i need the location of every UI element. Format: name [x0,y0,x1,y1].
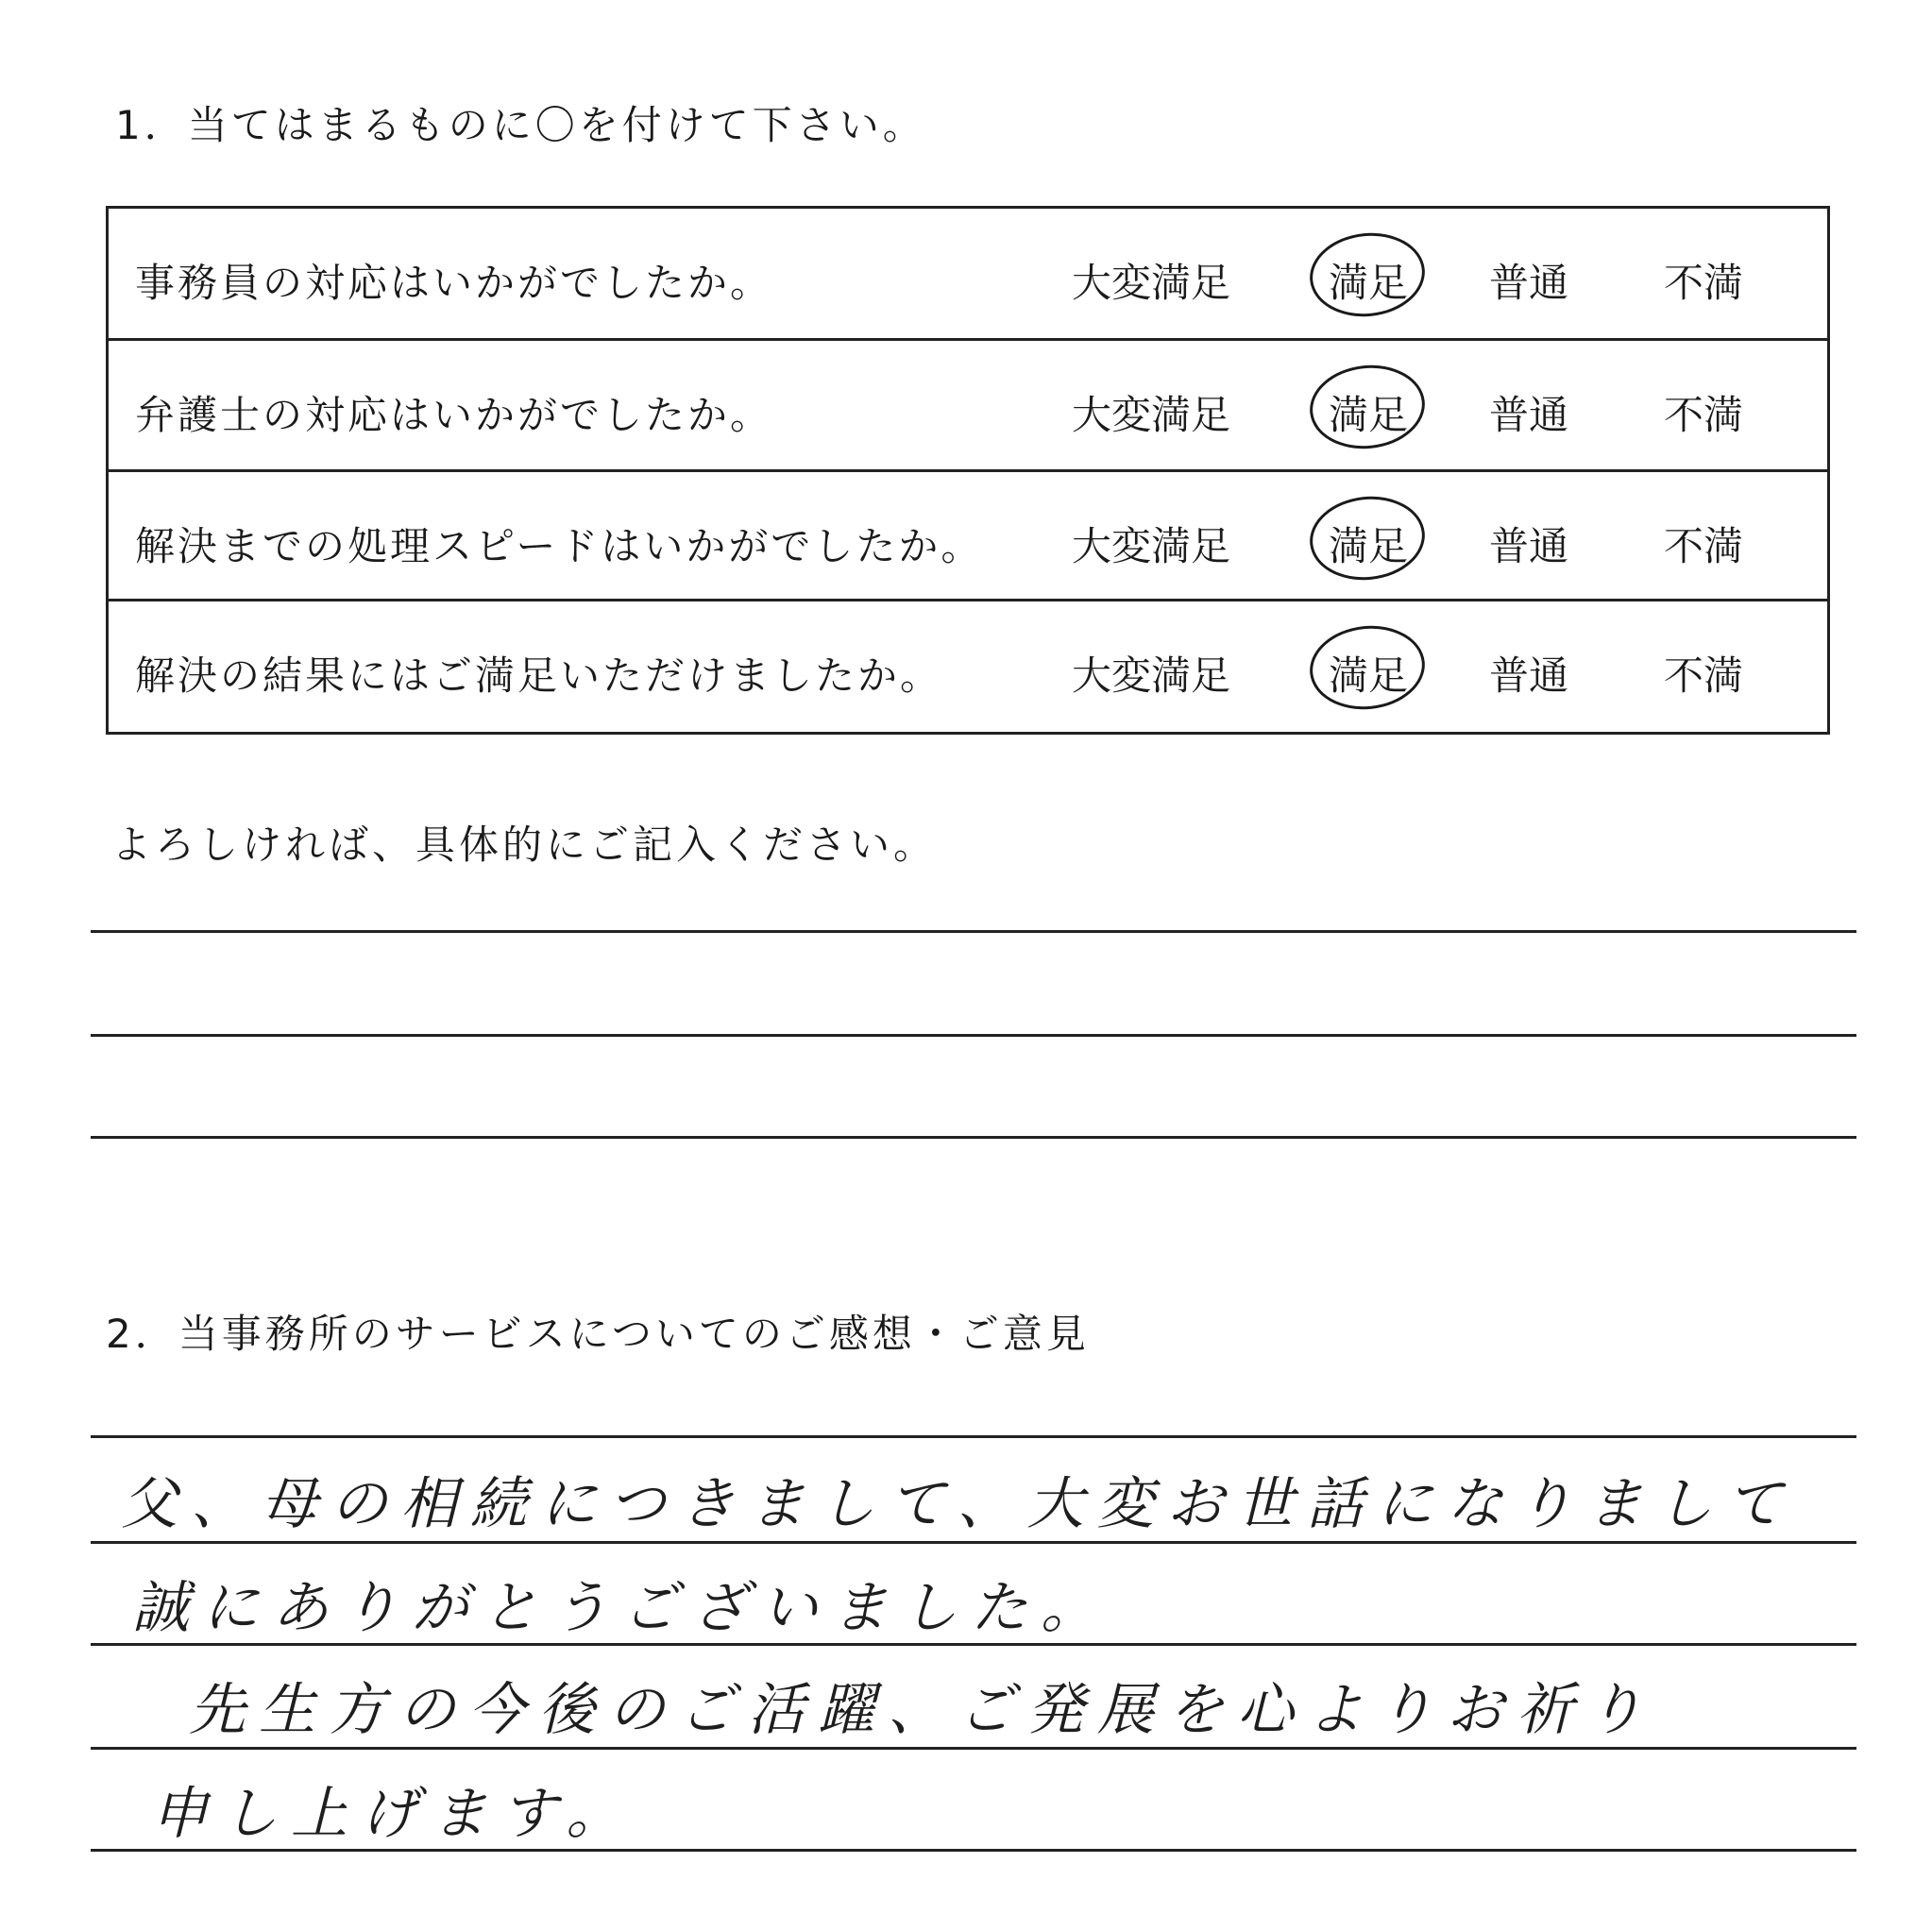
option-neutral[interactable]: 普通 [1489,652,1569,699]
writing-line[interactable] [91,1435,1856,1438]
writing-line[interactable] [91,1747,1856,1750]
handwritten-comment-line: 申し上げます。 [151,1781,636,1847]
writing-line[interactable] [91,1136,1856,1139]
option-very-satisfied[interactable]: 大変満足 [1072,392,1231,438]
section1-heading: 1．当てはまるものに〇を付けて下さい。 [115,102,926,148]
option-dissatisfied[interactable]: 不満 [1664,652,1744,699]
handwritten-comment-line: 父、母の相続につきまして、大変お世話になりまして [121,1471,1796,1537]
writing-line[interactable] [91,1541,1856,1544]
handwritten-comment-line: 誠にありがとうございました。 [132,1575,1110,1641]
option-neutral[interactable]: 普通 [1489,392,1569,438]
survey-row-staff [109,209,1827,338]
option-very-satisfied[interactable]: 大変満足 [1072,652,1231,699]
question-text: 解決の結果にはご満足いただけましたか。 [135,652,943,699]
question-text: 弁護士の対応はいかがでしたか。 [135,392,773,438]
detail-prompt: よろしければ、具体的にご記入ください。 [111,822,938,868]
option-satisfied[interactable]: 満足 [1329,392,1409,438]
option-neutral[interactable]: 普通 [1489,523,1569,569]
survey-row-speed [109,469,1827,599]
option-satisfied[interactable]: 満足 [1329,260,1409,306]
option-neutral[interactable]: 普通 [1489,260,1569,306]
survey-row-lawyer [109,338,1827,467]
option-dissatisfied[interactable]: 不満 [1664,260,1744,306]
writing-line[interactable] [91,1034,1856,1037]
option-dissatisfied[interactable]: 不満 [1664,523,1744,569]
handwritten-comment-line: 先生方の今後のご活躍、ご発展を心よりお祈り [189,1677,1656,1743]
writing-line[interactable] [91,930,1856,933]
option-very-satisfied[interactable]: 大変満足 [1072,523,1231,569]
section2-heading: 2．当事務所のサービスについてのご感想・ご意見 [106,1311,1090,1357]
survey-row-result [109,599,1827,728]
question-text: 事務員の対応はいかがでしたか。 [135,260,773,306]
option-very-satisfied[interactable]: 大変満足 [1072,260,1231,306]
option-satisfied[interactable]: 満足 [1329,523,1409,569]
option-satisfied[interactable]: 満足 [1329,652,1409,699]
option-dissatisfied[interactable]: 不満 [1664,392,1744,438]
satisfaction-table [106,206,1830,735]
question-text: 解決までの処理スピードはいかがでしたか。 [135,523,984,569]
